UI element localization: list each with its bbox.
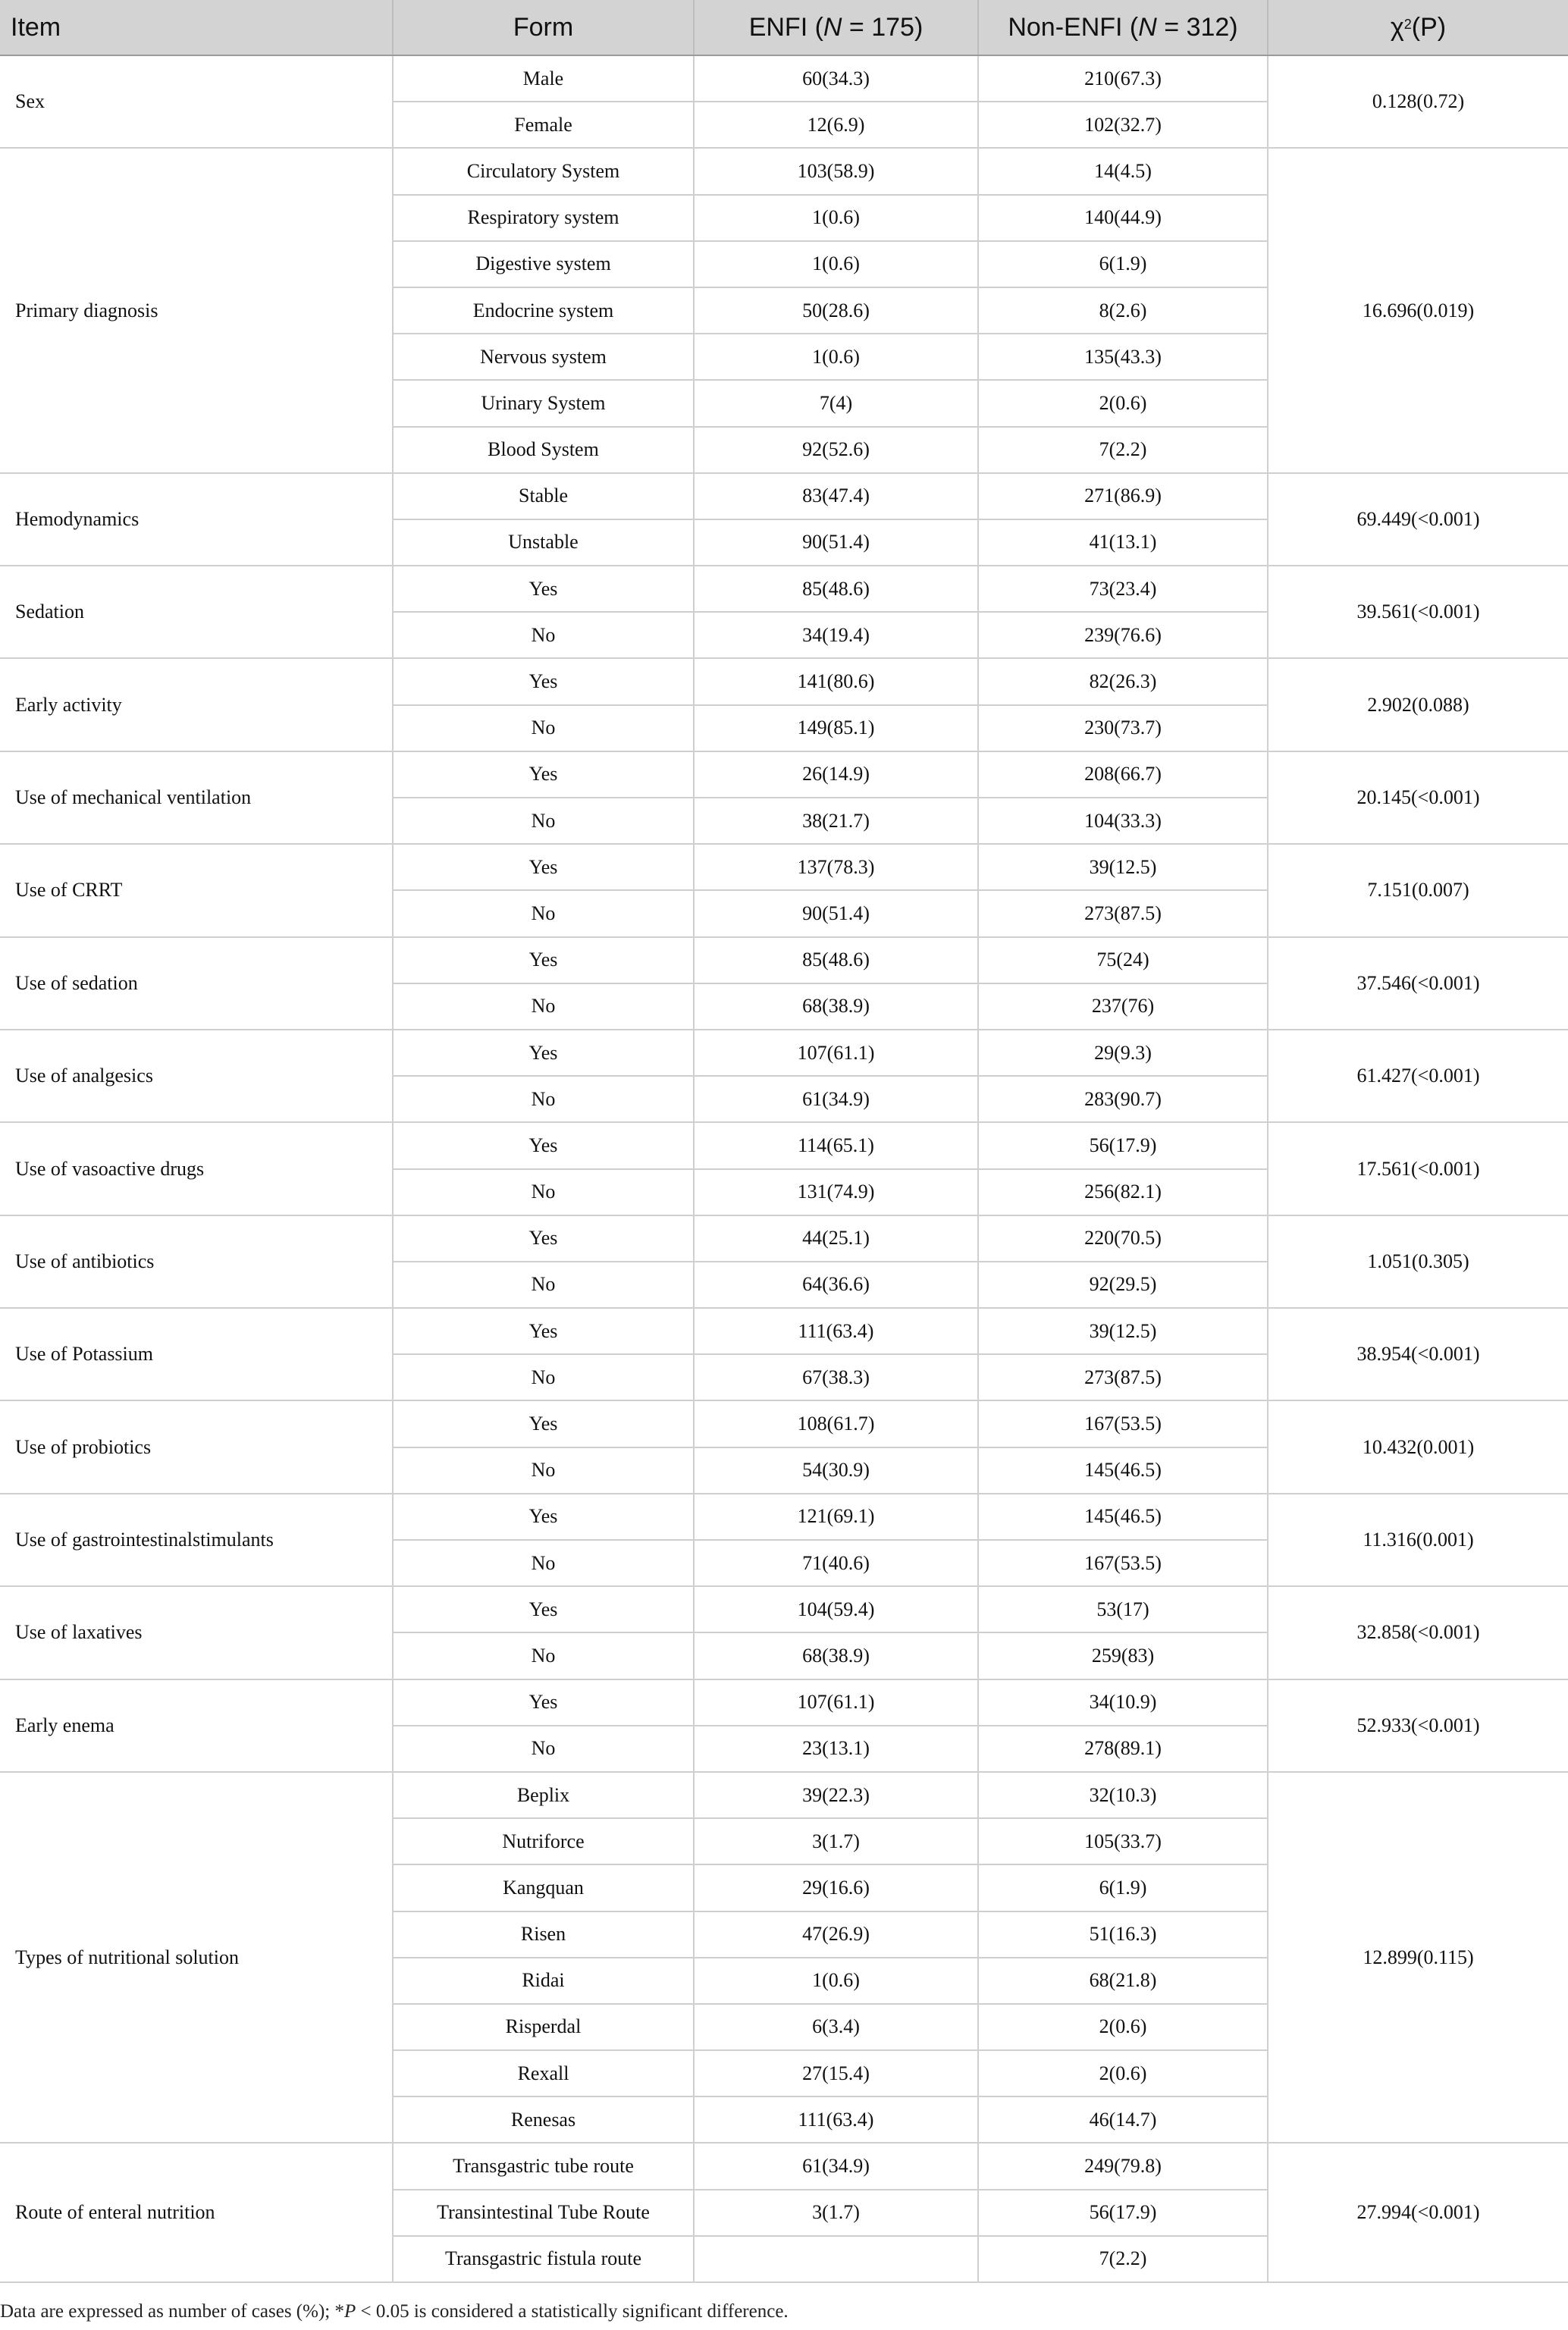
form-cell: No: [393, 798, 694, 844]
non-enfi-cell: 237(76): [978, 983, 1268, 1030]
non-enfi-cell: 210(67.3): [978, 55, 1268, 102]
header-enfi: ENFI (N = 175): [694, 0, 978, 55]
item-cell: Early activity: [0, 658, 393, 751]
enfi-cell: 141(80.6): [694, 658, 978, 704]
form-cell: Risperdal: [393, 2004, 694, 2050]
item-cell: Use of antibiotics: [0, 1215, 393, 1308]
chi-square-cell: 27.994(<0.001): [1268, 2143, 1568, 2282]
form-cell: Yes: [393, 937, 694, 983]
table-row: [0, 1679, 1568, 1726]
item-cell: Use of vasoactive drugs: [0, 1122, 393, 1215]
form-cell: Yes: [393, 566, 694, 612]
enfi-cell: 1(0.6): [694, 195, 978, 241]
table-row: [0, 473, 1568, 519]
non-enfi-cell: 7(2.2): [978, 2236, 1268, 2282]
form-cell: No: [393, 705, 694, 751]
form-cell: No: [393, 1447, 694, 1494]
enfi-cell: 26(14.9): [694, 751, 978, 798]
non-enfi-cell: 239(76.6): [978, 612, 1268, 658]
non-enfi-cell: 2(0.6): [978, 2050, 1268, 2096]
enfi-cell: 47(26.9): [694, 1911, 978, 1958]
form-cell: Yes: [393, 1586, 694, 1632]
enfi-cell: 85(48.6): [694, 937, 978, 983]
table-row: [0, 658, 1568, 704]
enfi-cell: 121(69.1): [694, 1494, 978, 1540]
item-cell: Types of nutritional solution: [0, 1772, 393, 2143]
form-cell: Yes: [393, 658, 694, 704]
table-row: [0, 566, 1568, 612]
enfi-cell: 108(61.7): [694, 1400, 978, 1447]
non-enfi-cell: 256(82.1): [978, 1169, 1268, 1215]
form-cell: No: [393, 1076, 694, 1122]
non-enfi-cell: 92(29.5): [978, 1262, 1268, 1308]
item-cell: Sedation: [0, 566, 393, 658]
enfi-cell: 67(38.3): [694, 1354, 978, 1400]
enfi-cell: 90(51.4): [694, 890, 978, 936]
item-cell: Route of enteral nutrition: [0, 2143, 393, 2282]
non-enfi-cell: 259(83): [978, 1632, 1268, 1679]
form-cell: Urinary System: [393, 380, 694, 426]
chi-square-cell: 32.858(<0.001): [1268, 1586, 1568, 1679]
enfi-cell: 114(65.1): [694, 1122, 978, 1168]
non-enfi-cell: 39(12.5): [978, 844, 1268, 890]
form-cell: No: [393, 1262, 694, 1308]
chi-square-cell: 0.128(0.72): [1268, 55, 1568, 148]
table-row: [0, 844, 1568, 890]
chi-square-cell: 1.051(0.305): [1268, 1215, 1568, 1308]
non-enfi-cell: 273(87.5): [978, 890, 1268, 936]
header-form: Form: [393, 0, 694, 55]
enfi-cell: 104(59.4): [694, 1586, 978, 1632]
enfi-cell: 6(3.4): [694, 2004, 978, 2050]
chi-square-cell: 10.432(0.001): [1268, 1400, 1568, 1493]
chi-square-cell: 39.561(<0.001): [1268, 566, 1568, 658]
form-cell: Stable: [393, 473, 694, 519]
table-row: [0, 937, 1568, 983]
form-cell: No: [393, 983, 694, 1030]
item-cell: Use of mechanical ventilation: [0, 751, 393, 844]
enfi-cell: 3(1.7): [694, 2190, 978, 2236]
non-enfi-cell: 105(33.7): [978, 1818, 1268, 1864]
form-cell: Transgastric fistula route: [393, 2236, 694, 2282]
table-row: [0, 1122, 1568, 1168]
non-enfi-cell: 8(2.6): [978, 287, 1268, 334]
table-row: [0, 1215, 1568, 1262]
chi-square-cell: 17.561(<0.001): [1268, 1122, 1568, 1215]
form-cell: Renesas: [393, 2096, 694, 2143]
non-enfi-cell: 6(1.9): [978, 1864, 1268, 1911]
non-enfi-cell: 104(33.3): [978, 798, 1268, 844]
table-row: [0, 1400, 1568, 1447]
enfi-cell: 131(74.9): [694, 1169, 978, 1215]
non-enfi-cell: 145(46.5): [978, 1494, 1268, 1540]
chi-square-cell: 16.696(0.019): [1268, 148, 1568, 472]
form-cell: Digestive system: [393, 241, 694, 287]
chi-square-cell: 52.933(<0.001): [1268, 1679, 1568, 1772]
chi-square-cell: 12.899(0.115): [1268, 1772, 1568, 2143]
header-row: [0, 0, 1568, 55]
enfi-cell: 111(63.4): [694, 2096, 978, 2143]
form-cell: No: [393, 1540, 694, 1586]
item-cell: Use of gastrointestinalstimulants: [0, 1494, 393, 1586]
non-enfi-cell: 230(73.7): [978, 705, 1268, 751]
form-cell: Male: [393, 55, 694, 102]
chi-square-cell: 69.449(<0.001): [1268, 473, 1568, 566]
enfi-cell: 61(34.9): [694, 2143, 978, 2189]
enfi-cell: 1(0.6): [694, 241, 978, 287]
form-cell: No: [393, 890, 694, 936]
non-enfi-cell: 102(32.7): [978, 102, 1268, 148]
item-cell: Use of laxatives: [0, 1586, 393, 1679]
non-enfi-cell: 271(86.9): [978, 473, 1268, 519]
form-cell: Yes: [393, 1215, 694, 1262]
non-enfi-cell: 56(17.9): [978, 2190, 1268, 2236]
non-enfi-cell: 249(79.8): [978, 2143, 1268, 2189]
non-enfi-cell: 46(14.7): [978, 2096, 1268, 2143]
form-cell: Female: [393, 102, 694, 148]
enfi-cell: 1(0.6): [694, 1958, 978, 2004]
non-enfi-cell: 2(0.6): [978, 380, 1268, 426]
table-row: [0, 1586, 1568, 1632]
table-row: [0, 1772, 1568, 1818]
form-cell: Yes: [393, 844, 694, 890]
non-enfi-cell: 273(87.5): [978, 1354, 1268, 1400]
header-chi-square: $\chi^2(P)$: [1268, 0, 1568, 55]
non-enfi-cell: 140(44.9): [978, 195, 1268, 241]
chi-square-cell: 37.546(<0.001): [1268, 937, 1568, 1030]
form-cell: Yes: [393, 1308, 694, 1354]
non-enfi-cell: 6(1.9): [978, 241, 1268, 287]
form-cell: No: [393, 1632, 694, 1679]
form-cell: No: [393, 1726, 694, 1772]
form-cell: Respiratory system: [393, 195, 694, 241]
enfi-cell: 92(52.6): [694, 427, 978, 473]
form-cell: No: [393, 612, 694, 658]
non-enfi-cell: 82(26.3): [978, 658, 1268, 704]
non-enfi-cell: 34(10.9): [978, 1679, 1268, 1726]
non-enfi-cell: 278(89.1): [978, 1726, 1268, 1772]
form-cell: Unstable: [393, 519, 694, 566]
table-row: [0, 2143, 1568, 2189]
form-cell: Yes: [393, 1494, 694, 1540]
header-non-enfi: Non-ENFI (N = 312): [978, 0, 1268, 55]
non-enfi-cell: 208(66.7): [978, 751, 1268, 798]
enfi-cell: 111(63.4): [694, 1308, 978, 1354]
enfi-cell: 64(36.6): [694, 1262, 978, 1308]
non-enfi-cell: 145(46.5): [978, 1447, 1268, 1494]
table-row: [0, 1494, 1568, 1540]
table-row: [0, 1308, 1568, 1354]
enfi-cell: 29(16.6): [694, 1864, 978, 1911]
non-enfi-cell: 14(4.5): [978, 148, 1268, 194]
form-cell: Transintestinal Tube Route: [393, 2190, 694, 2236]
table-body: [0, 55, 1568, 2282]
form-cell: Blood System: [393, 427, 694, 473]
table-row: [0, 751, 1568, 798]
enfi-cell: 103(58.9): [694, 148, 978, 194]
form-cell: Circulatory System: [393, 148, 694, 194]
enfi-cell: 1(0.6): [694, 334, 978, 380]
item-cell: Use of sedation: [0, 937, 393, 1030]
non-enfi-cell: 68(21.8): [978, 1958, 1268, 2004]
non-enfi-cell: 75(24): [978, 937, 1268, 983]
form-cell: Risen: [393, 1911, 694, 1958]
enfi-cell: 83(47.4): [694, 473, 978, 519]
enfi-cell: 71(40.6): [694, 1540, 978, 1586]
non-enfi-cell: 56(17.9): [978, 1122, 1268, 1168]
enfi-cell: 39(22.3): [694, 1772, 978, 1818]
enfi-cell: 137(78.3): [694, 844, 978, 890]
enfi-cell: [694, 2236, 978, 2282]
form-cell: Yes: [393, 1679, 694, 1726]
item-cell: Sex: [0, 55, 393, 148]
enfi-cell: 68(38.9): [694, 983, 978, 1030]
item-cell: Use of analgesics: [0, 1030, 393, 1122]
form-cell: Yes: [393, 751, 694, 798]
chi-square-cell: 20.145(<0.001): [1268, 751, 1568, 844]
form-cell: Nervous system: [393, 334, 694, 380]
enfi-cell: 107(61.1): [694, 1679, 978, 1726]
form-cell: Ridai: [393, 1958, 694, 2004]
item-cell: Use of Potassium: [0, 1308, 393, 1400]
non-enfi-cell: 51(16.3): [978, 1911, 1268, 1958]
non-enfi-cell: 39(12.5): [978, 1308, 1268, 1354]
enfi-cell: 44(25.1): [694, 1215, 978, 1262]
non-enfi-cell: 167(53.5): [978, 1400, 1268, 1447]
enfi-cell: 27(15.4): [694, 2050, 978, 2096]
enfi-cell: 34(19.4): [694, 612, 978, 658]
enfi-cell: 23(13.1): [694, 1726, 978, 1772]
non-enfi-cell: 283(90.7): [978, 1076, 1268, 1122]
chi-square-cell: 2.902(0.088): [1268, 658, 1568, 751]
non-enfi-cell: 7(2.2): [978, 427, 1268, 473]
table-row: [0, 1030, 1568, 1076]
non-enfi-cell: 167(53.5): [978, 1540, 1268, 1586]
enfi-cell: 3(1.7): [694, 1818, 978, 1864]
enfi-cell: 149(85.1): [694, 705, 978, 751]
form-cell: Transgastric tube route: [393, 2143, 694, 2189]
chi-square-cell: 61.427(<0.001): [1268, 1030, 1568, 1122]
enfi-cell: 54(30.9): [694, 1447, 978, 1494]
form-cell: Yes: [393, 1122, 694, 1168]
form-cell: Yes: [393, 1030, 694, 1076]
enfi-cell: 61(34.9): [694, 1076, 978, 1122]
item-cell: Use of probiotics: [0, 1400, 393, 1493]
enfi-cell: 68(38.9): [694, 1632, 978, 1679]
item-cell: Primary diagnosis: [0, 148, 393, 472]
enfi-cell: 60(34.3): [694, 55, 978, 102]
enfi-cell: 12(6.9): [694, 102, 978, 148]
enfi-cell: 90(51.4): [694, 519, 978, 566]
chi-square-cell: 38.954(<0.001): [1268, 1308, 1568, 1400]
non-enfi-cell: 53(17): [978, 1586, 1268, 1632]
chi-square-cell: 11.316(0.001): [1268, 1494, 1568, 1586]
item-cell: Use of CRRT: [0, 844, 393, 936]
item-cell: Hemodynamics: [0, 473, 393, 566]
header-item: Item: [0, 0, 393, 55]
non-enfi-cell: 73(23.4): [978, 566, 1268, 612]
enfi-cell: 50(28.6): [694, 287, 978, 334]
item-cell: Early enema: [0, 1679, 393, 1772]
footnote: Data are expressed as number of cases (%); *P < 0.05 is considered a statistically significant difference.: [0, 2301, 789, 2322]
non-enfi-cell: 41(13.1): [978, 519, 1268, 566]
enfi-cell: 38(21.7): [694, 798, 978, 844]
table-row: [0, 148, 1568, 194]
form-cell: Nutriforce: [393, 1818, 694, 1864]
non-enfi-cell: 29(9.3): [978, 1030, 1268, 1076]
non-enfi-cell: 2(0.6): [978, 2004, 1268, 2050]
form-cell: No: [393, 1169, 694, 1215]
form-cell: Yes: [393, 1400, 694, 1447]
form-cell: Rexall: [393, 2050, 694, 2096]
enfi-cell: 85(48.6): [694, 566, 978, 612]
non-enfi-cell: 220(70.5): [978, 1215, 1268, 1262]
form-cell: Kangquan: [393, 1864, 694, 1911]
non-enfi-cell: 135(43.3): [978, 334, 1268, 380]
form-cell: No: [393, 1354, 694, 1400]
non-enfi-cell: 32(10.3): [978, 1772, 1268, 1818]
table-row: [0, 55, 1568, 102]
form-cell: Beplix: [393, 1772, 694, 1818]
enfi-cell: 107(61.1): [694, 1030, 978, 1076]
chi-square-cell: 7.151(0.007): [1268, 844, 1568, 936]
form-cell: Endocrine system: [393, 287, 694, 334]
enfi-cell: 7(4): [694, 380, 978, 426]
